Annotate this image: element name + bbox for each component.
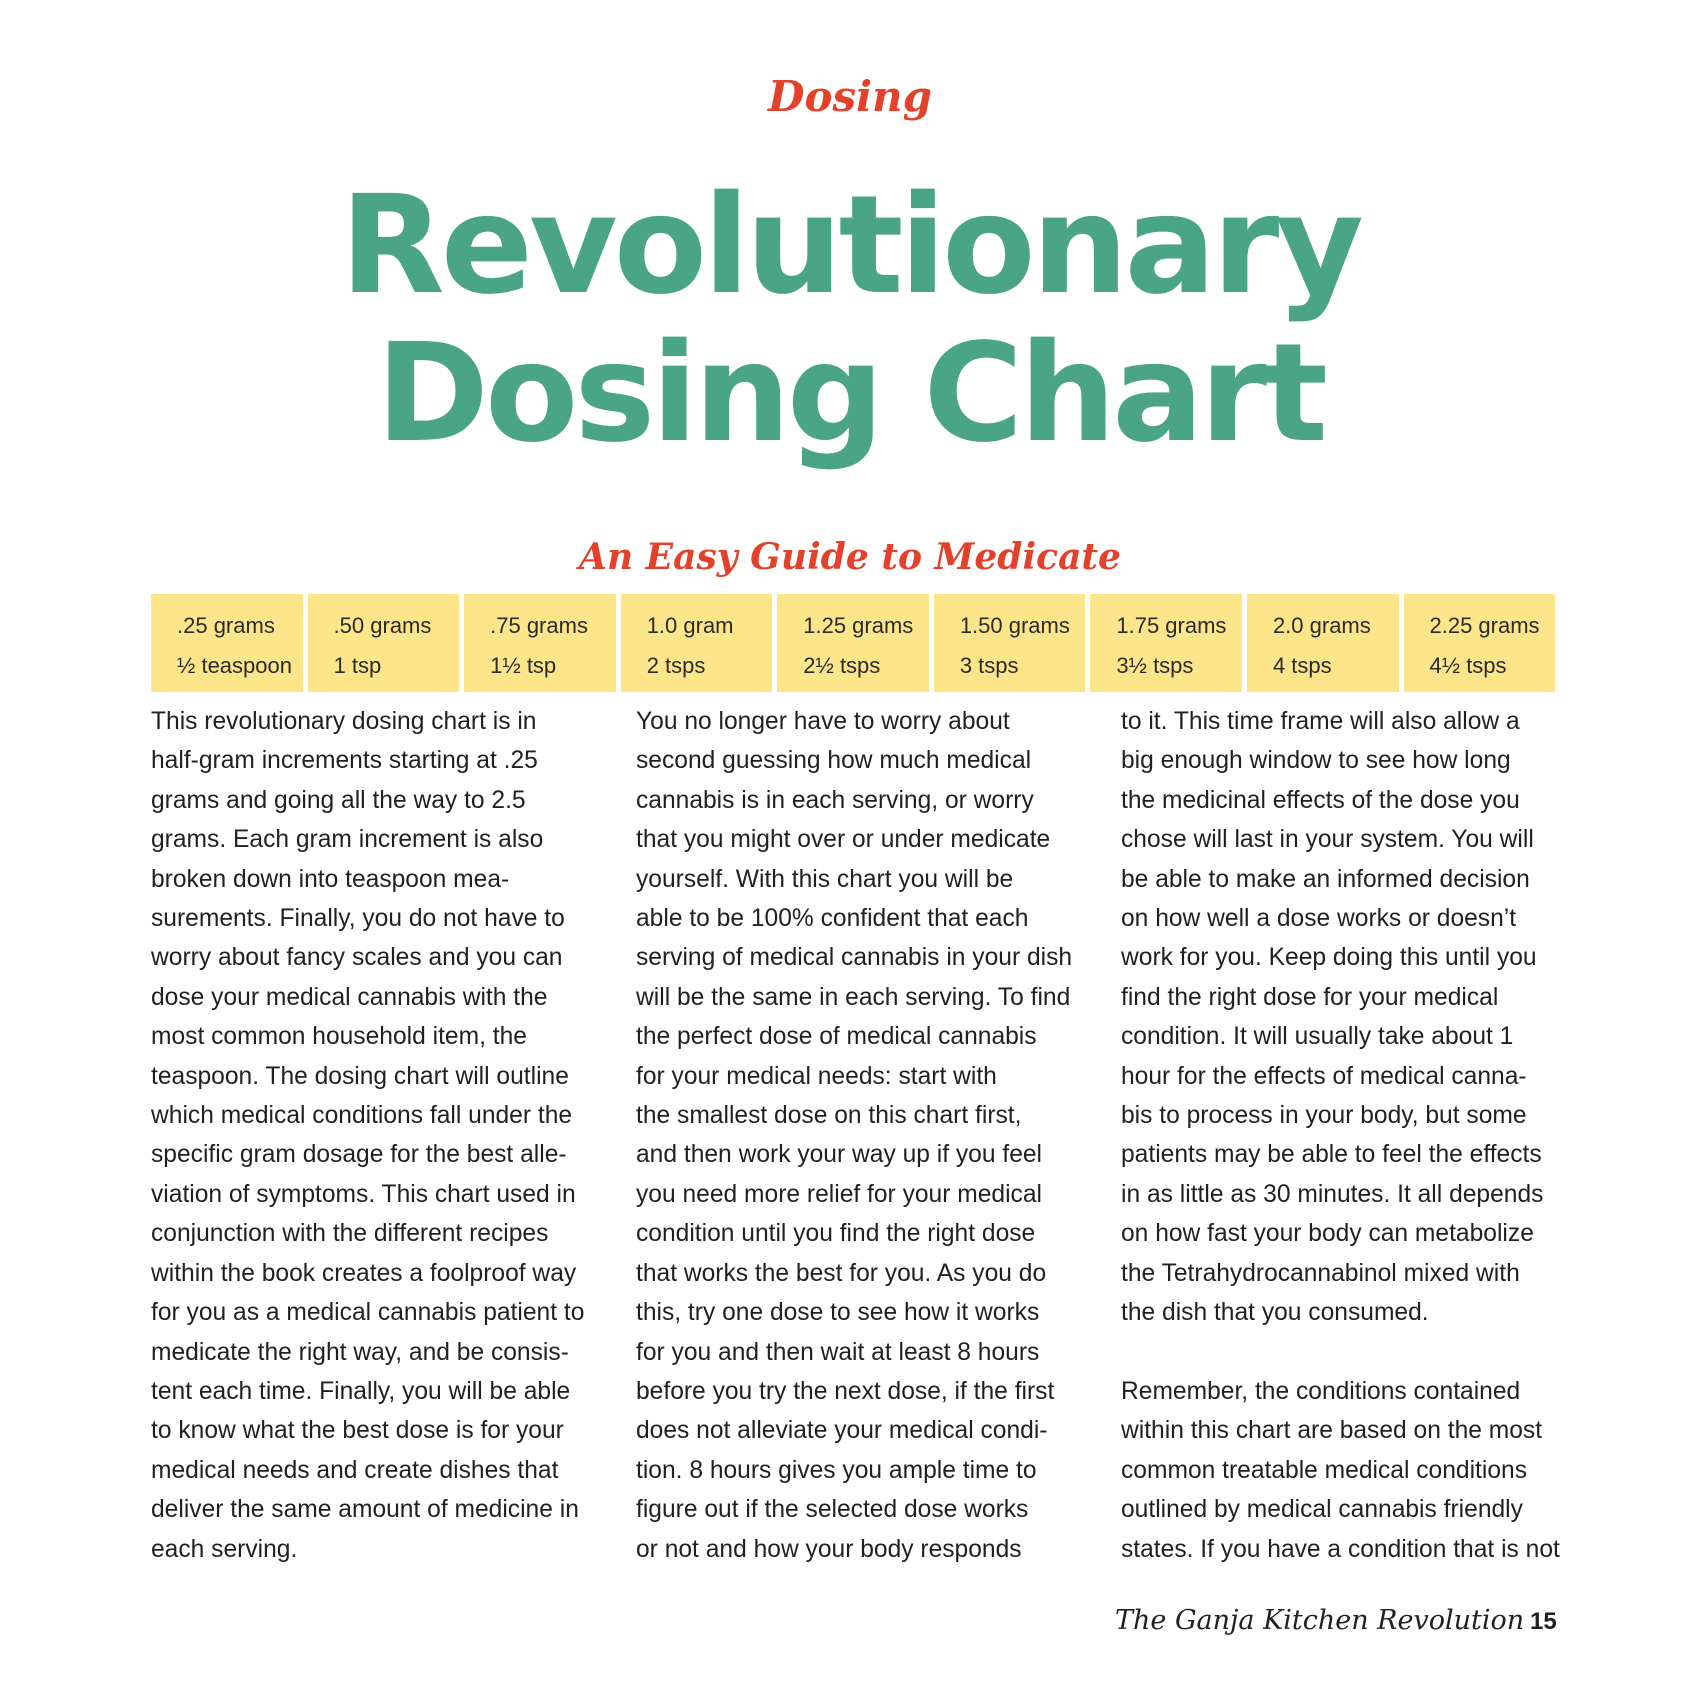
body-text-line: able to be 100% confident that each — [636, 905, 1029, 933]
body-text-line: work for you. Keep doing this until you — [1121, 944, 1537, 972]
body-text-line: before you try the next dose, if the first — [636, 1377, 1055, 1405]
running-footer-title: The Ganja Kitchen Revolution — [1115, 1605, 1525, 1636]
dose-grams: .25 grams — [177, 613, 275, 638]
dose-teaspoons: 3 tsps — [959, 653, 1019, 678]
body-text-line: figure out if the selected dose works — [636, 1496, 1029, 1524]
body-text-line: medical needs and create dishes that — [151, 1456, 559, 1484]
body-text-line: to know what the best dose is for your — [151, 1417, 564, 1445]
body-text-line: grams. Each gram increment is also — [151, 826, 544, 854]
dose-teaspoons: 4½ tsps — [1429, 653, 1507, 678]
body-text-line: surements. Finally, you do not have to — [151, 905, 565, 933]
body-text-line: grams and going all the way to 2.5 — [151, 786, 526, 814]
page-number: 15 — [1530, 1608, 1557, 1635]
dose-cell — [1404, 594, 1556, 692]
body-text-line: Remember, the conditions contained — [1121, 1377, 1521, 1405]
body-text-line: viation of symptoms. This chart used in — [151, 1180, 576, 1208]
body-text-line: tion. 8 hours gives you ample time to — [636, 1456, 1037, 1484]
body-text-line: condition. It will usually take about 1 — [1121, 1023, 1514, 1051]
body-text-line: for your medical needs: start with — [636, 1062, 997, 1090]
dose-cell — [1247, 594, 1399, 692]
dose-grams: 1.25 grams — [803, 613, 914, 638]
dose-grams: .50 grams — [333, 613, 432, 638]
body-text-line: half-gram increments starting at .25 — [151, 747, 538, 775]
body-text-line: outlined by medical cannabis friendly — [1121, 1496, 1523, 1524]
body-text-line: hour for the effects of medical canna- — [1121, 1062, 1527, 1090]
body-text-line: that works the best for you. As you do — [636, 1259, 1047, 1287]
body-text-line — [1121, 1333, 1561, 1372]
body-text-line: teaspoon. The dosing chart will outline — [151, 1062, 569, 1090]
body-text-line: the perfect dose of medical cannabis — [636, 1023, 1037, 1051]
body-text-line: worry about fancy scales and you can — [151, 944, 563, 972]
body-text-line: the medicinal effects of the dose you — [1121, 786, 1520, 814]
body-text-line: and then work your way up if you feel — [636, 1141, 1043, 1169]
page-title-line-1: Revolutionary — [340, 167, 1360, 325]
dose-teaspoons: 4 tsps — [1272, 653, 1332, 678]
body-text-line: specific gram dosage for the best alle- — [151, 1141, 567, 1169]
dose-cell — [308, 594, 460, 692]
dose-grams: 1.50 grams — [959, 613, 1070, 638]
dose-grams: 1.0 gram — [646, 613, 734, 638]
body-column-2 — [636, 702, 1076, 1569]
dose-teaspoons: 2½ tsps — [803, 653, 881, 678]
body-text-line: within the book creates a foolproof way — [151, 1259, 577, 1287]
body-text-line: on how fast your body can metabolize — [1121, 1220, 1534, 1248]
body-text-line: common treatable medical conditions — [1121, 1456, 1528, 1484]
body-text-line: You no longer have to worry about — [636, 708, 1010, 735]
dose-cell — [934, 594, 1086, 692]
body-text-line: states. If you have a condition that is not — [1121, 1535, 1560, 1563]
page-title — [0, 167, 1700, 473]
dose-teaspoons: 1½ tsp — [490, 653, 557, 678]
dose-cell — [1090, 594, 1242, 692]
body-text-line: that you might over or under medicate — [636, 826, 1051, 854]
body-text-line: patients may be able to feel the effects — [1121, 1141, 1542, 1169]
dose-cell — [151, 594, 303, 692]
body-text-line: This revolutionary dosing chart is in — [151, 708, 537, 735]
body-text-line: big enough window to see how long — [1121, 747, 1511, 775]
body-text-line: condition until you find the right dose — [636, 1220, 1036, 1248]
body-text-line: cannabis is in each serving, or worry — [636, 786, 1034, 814]
dose-grams: 1.75 grams — [1116, 613, 1227, 638]
body-text-line: most common household item, the — [151, 1023, 527, 1051]
body-column-3 — [1121, 702, 1561, 1569]
body-text-line: deliver the same amount of medicine in — [151, 1496, 579, 1524]
page-title-line-2: Dosing Chart — [376, 315, 1324, 473]
body-text-line: dose your medical cannabis with the — [151, 983, 548, 1011]
body-text-line: or not and how your body responds — [636, 1535, 1022, 1563]
body-text-line: will be the same in each serving. To find — [636, 983, 1071, 1011]
body-text-line: which medical conditions fall under the — [151, 1102, 573, 1130]
dosing-chart — [151, 594, 1555, 692]
dose-grams: 2.0 grams — [1272, 613, 1371, 638]
body-text-line: for you as a medical cannabis patient to — [151, 1299, 585, 1327]
section-kicker: Dosing — [768, 72, 932, 121]
dose-grams: .75 grams — [490, 613, 588, 638]
body-text-line: each serving. — [151, 1535, 298, 1563]
body-text-line: broken down into teaspoon mea- — [151, 865, 510, 893]
body-column-1 — [151, 702, 591, 1569]
dose-teaspoons: 1 tsp — [333, 653, 382, 678]
dose-teaspoons: 3½ tsps — [1116, 653, 1194, 678]
body-text-line: serving of medical cannabis in your dish — [636, 944, 1073, 972]
dose-teaspoons: ½ teaspoon — [177, 653, 292, 678]
body-text-line: does not alleviate your medical condi- — [636, 1417, 1048, 1445]
body-text-line: chose will last in your system. You will — [1121, 826, 1534, 854]
body-text-line: be able to make an informed decision — [1121, 865, 1530, 893]
body-text-line: the Tetrahydrocannabinol mixed with — [1121, 1259, 1520, 1287]
body-text-line: within this chart are based on the most — [1121, 1417, 1543, 1445]
body-text-line: bis to process in your body, but some — [1121, 1102, 1527, 1130]
body-text-line: to it. This time frame will also allow a — [1121, 708, 1520, 735]
dose-grams: 2.25 grams — [1429, 613, 1540, 638]
dose-cell — [621, 594, 773, 692]
dose-cell — [464, 594, 616, 692]
body-text-line: for you and then wait at least 8 hours — [636, 1338, 1040, 1366]
body-text-line: the smallest dose on this chart first, — [636, 1102, 1022, 1130]
body-text-line: conjunction with the different recipes — [151, 1220, 549, 1248]
chart-subtitle: An Easy Guide to Medicate — [579, 536, 1121, 578]
dose-teaspoons: 2 tsps — [646, 653, 706, 678]
body-text-line: on how well a dose works or doesn’t — [1121, 905, 1517, 933]
body-text-line: in as little as 30 minutes. It all depends — [1121, 1180, 1544, 1208]
body-text-line: the dish that you consumed. — [1121, 1299, 1429, 1327]
body-text-line: this, try one dose to see how it works — [636, 1299, 1040, 1327]
dose-cell — [777, 594, 929, 692]
body-text-line: you need more relief for your medical — [636, 1180, 1042, 1208]
body-text-line: tent each time. Finally, you will be able — [151, 1377, 571, 1405]
body-text-line: yourself. With this chart you will be — [636, 865, 1014, 893]
body-text-line: medicate the right way, and be consis- — [151, 1338, 569, 1366]
body-text-line: second guessing how much medical — [636, 747, 1032, 775]
body-text-line: find the right dose for your medical — [1121, 983, 1499, 1011]
